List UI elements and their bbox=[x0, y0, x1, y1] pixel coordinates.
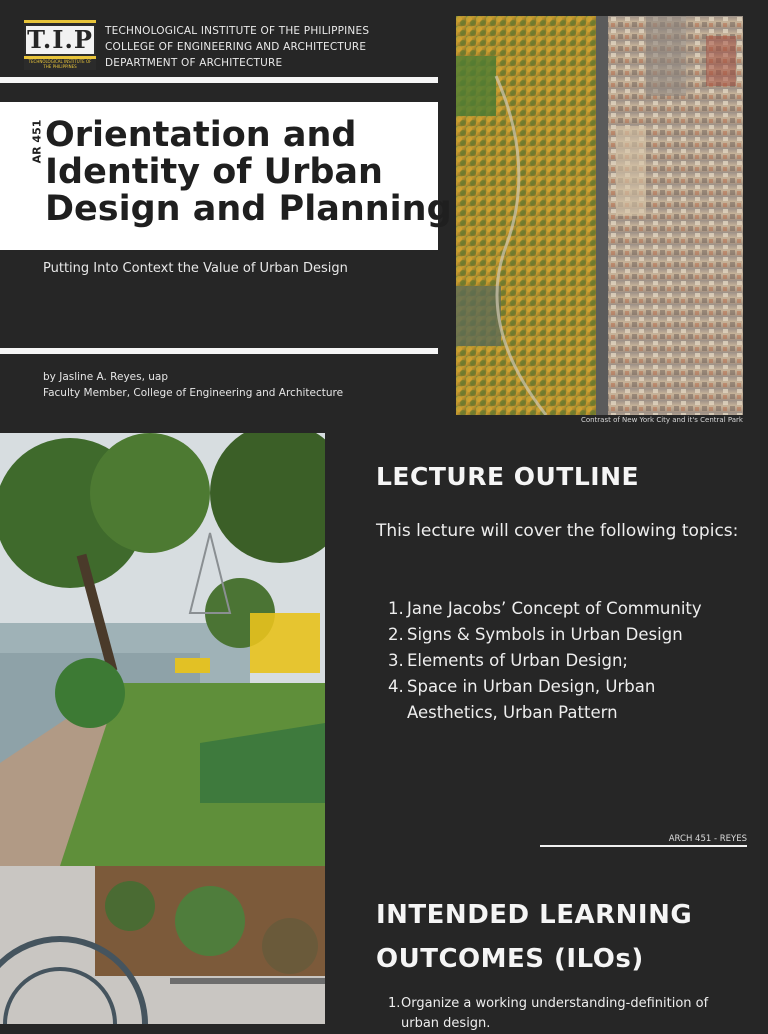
lakeside-park-photo bbox=[0, 433, 325, 866]
divider-top bbox=[0, 77, 438, 83]
title-line: Orientation and bbox=[45, 115, 357, 155]
lecture-outline-heading: LECTURE OUTLINE bbox=[376, 462, 640, 491]
institution-block bbox=[105, 23, 405, 71]
list-item bbox=[388, 622, 748, 648]
list-item bbox=[388, 596, 748, 622]
course-code bbox=[30, 118, 44, 166]
nyc-photo-graphic bbox=[456, 16, 743, 415]
plaza-photo-graphic bbox=[0, 866, 325, 1024]
institution-name: TECHNOLOGICAL INSTITUTE OF THE PHILIPPINES bbox=[105, 25, 370, 37]
ilo-text: Organize a working understanding-definition of urban design. bbox=[401, 996, 709, 1031]
lecture-title bbox=[45, 115, 452, 229]
list-number: 1. bbox=[388, 599, 404, 618]
department-name: DEPARTMENT OF ARCHITECTURE bbox=[105, 57, 283, 69]
lakeside-photo-graphic bbox=[0, 433, 325, 866]
list-number: 2. bbox=[388, 625, 404, 644]
college-name: COLLEGE OF ENGINEERING AND ARCHITECTURE bbox=[105, 41, 367, 53]
divider-bottom bbox=[0, 348, 438, 354]
topic-text: Elements of Urban Design; bbox=[407, 651, 628, 670]
footer-divider bbox=[540, 845, 747, 847]
list-number: 1. bbox=[388, 996, 401, 1011]
nyc-central-park-photo bbox=[456, 16, 743, 415]
list-item bbox=[388, 648, 748, 674]
ilo-heading bbox=[376, 893, 756, 981]
topic-text: Jane Jacobs’ Concept of Community bbox=[407, 599, 702, 618]
ilo-heading-line: INTENDED LEARNING bbox=[376, 900, 693, 930]
lecture-subtitle: Putting Into Context the Value of Urban Design bbox=[43, 261, 348, 276]
topic-list bbox=[388, 596, 748, 726]
topic-text: Signs & Symbols in Urban Design bbox=[407, 625, 683, 644]
logo-top-bar bbox=[24, 20, 96, 23]
topic-text: Space in Urban Design, Urban Aesthetics, Urban Pattern bbox=[407, 677, 656, 722]
logo-mark: T.I.P bbox=[27, 25, 93, 54]
ilo-heading-line: OUTCOMES (ILOs) bbox=[376, 944, 644, 974]
author-title: Faculty Member, College of Engineering and Architecture bbox=[43, 387, 344, 399]
outline-intro: This lecture will cover the following topics: bbox=[376, 521, 739, 541]
list-item bbox=[388, 674, 748, 726]
author-name: by Jasline A. Reyes, uap bbox=[43, 371, 169, 383]
list-number: 3. bbox=[388, 651, 404, 670]
author-block bbox=[43, 369, 343, 401]
list-number: 4. bbox=[388, 677, 404, 696]
course-code-text: AR 451 bbox=[30, 119, 44, 164]
photo-caption: Contrast of New York City and it's Central Park bbox=[580, 416, 743, 424]
ilo-list bbox=[388, 994, 738, 1034]
plaza-aerial-photo bbox=[0, 866, 325, 1024]
title-line: Identity of Urban bbox=[45, 152, 383, 192]
list-item bbox=[388, 994, 738, 1034]
title-line: Design and Planning bbox=[45, 189, 452, 229]
footer-label: ARCH 451 - REYES bbox=[668, 834, 747, 844]
logo-subtext: TECHNOLOGICAL INSTITUTE OF THE PHILIPPINES bbox=[28, 59, 92, 69]
tip-logo bbox=[24, 20, 96, 70]
